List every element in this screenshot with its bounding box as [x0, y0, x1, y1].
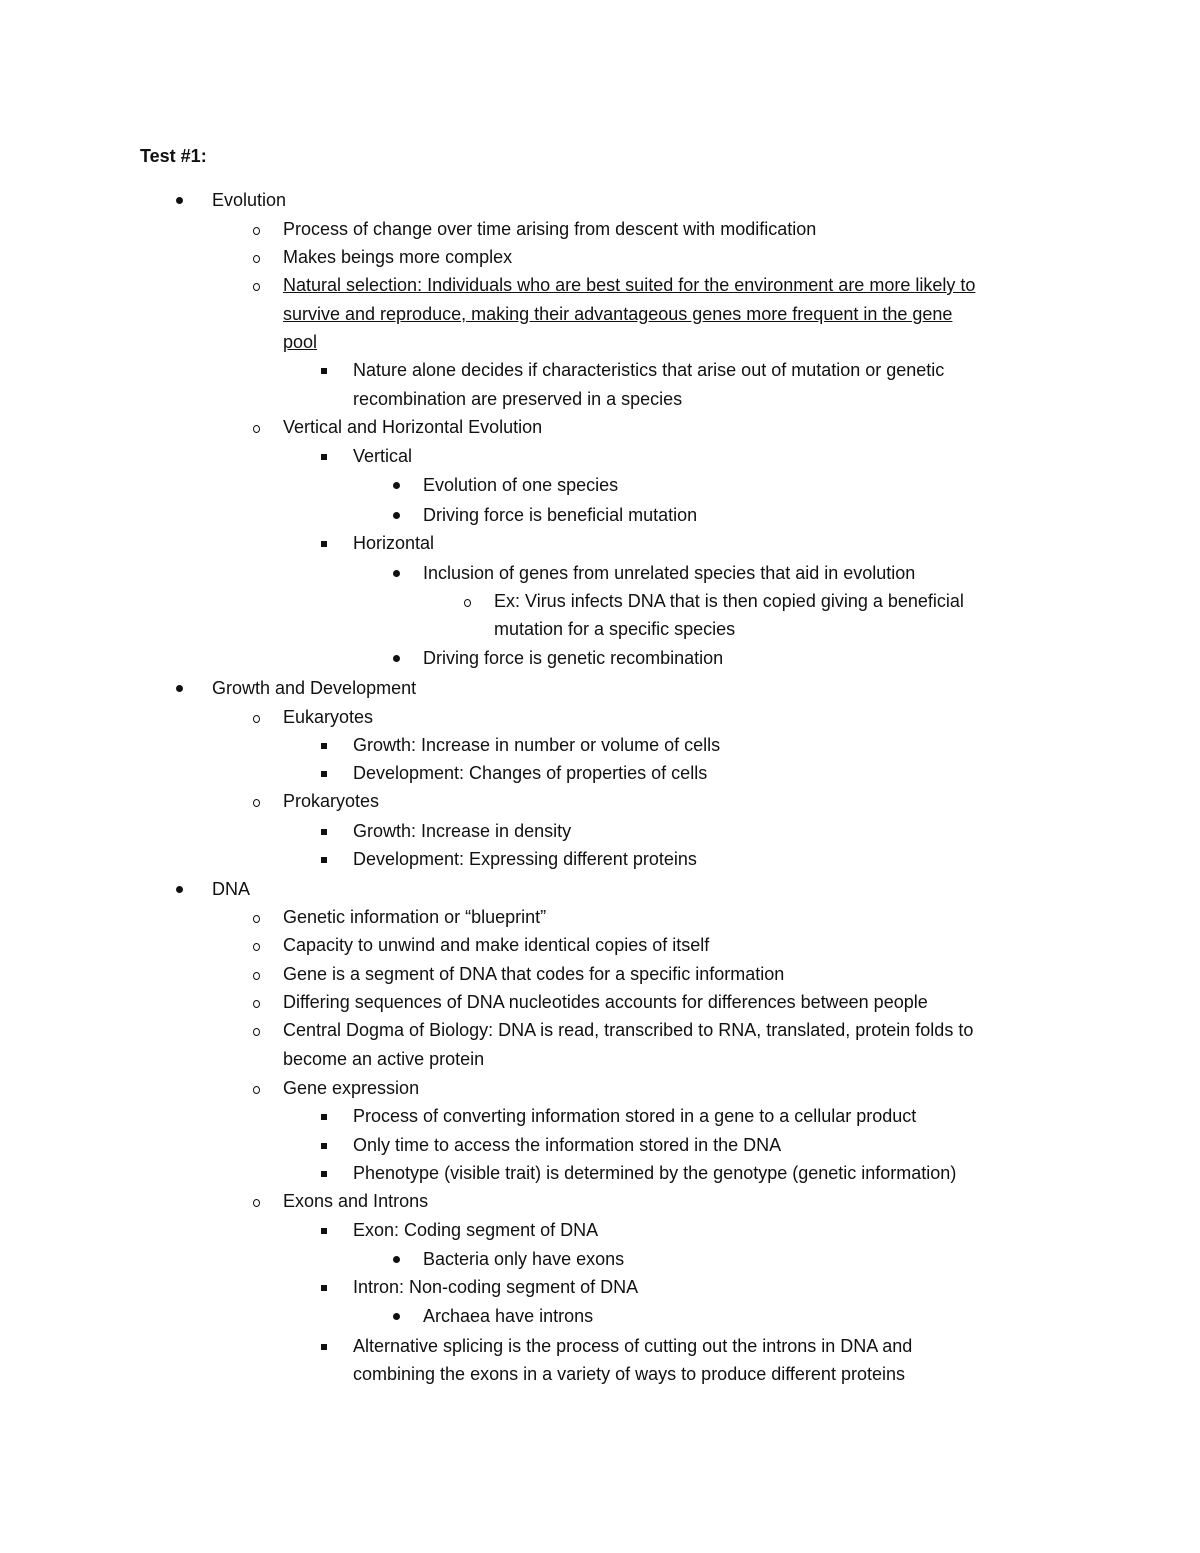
bullet-disc-icon [385, 559, 409, 587]
bullet-square-icon [313, 1131, 337, 1159]
bullet-square-icon [313, 442, 337, 470]
bullet-disc-icon [385, 1302, 409, 1330]
bullet-disc-icon [168, 186, 192, 214]
bullet-square-icon [313, 1273, 337, 1301]
bullet-circle-icon [245, 243, 269, 271]
outline-item: Eukaryotes [283, 707, 374, 727]
outline-item: survive and reproduce, making their advantageous genes more frequent in the gene [283, 304, 953, 324]
bullet-circle-icon [245, 903, 269, 931]
outline-item: Alternative splicing is the process of cutting out the introns in DNA and [353, 1336, 913, 1356]
bullet-disc-icon [385, 1245, 409, 1273]
bullet-circle-icon [245, 1187, 269, 1215]
outline-item: Development: Expressing different proteins [353, 849, 697, 869]
outline-item: Bacteria only have exons [423, 1249, 625, 1269]
outline-item: Evolution of one species [423, 475, 619, 495]
outline-item: Development: Changes of properties of cells [353, 763, 708, 783]
bullet-square-icon [313, 1216, 337, 1244]
bullet-circle-icon [245, 703, 269, 731]
bullet-disc-icon [385, 644, 409, 672]
outline-item: Inclusion of genes from unrelated species that aid in evolution [423, 563, 916, 583]
bullet-circle-icon [245, 931, 269, 959]
bullet-square-icon [313, 1332, 337, 1360]
bullet-square-icon [313, 759, 337, 787]
outline-item: Process of change over time arising from descent with modification [283, 219, 817, 239]
bullet-circle-icon [245, 215, 269, 243]
outline-item: Nature alone decides if characteristics that arise out of mutation or genetic [353, 360, 945, 380]
outline-item: Growth and Development [212, 678, 417, 698]
bullet-disc-icon [168, 674, 192, 702]
bullet-circle-icon [245, 1074, 269, 1102]
bullet-circle-icon [245, 413, 269, 441]
outline-item: Differing sequences of DNA nucleotides accounts for differences between people [283, 992, 928, 1012]
outline-item: Genetic information or “blueprint” [283, 907, 547, 927]
bullet-square-icon [313, 845, 337, 873]
outline-item: Archaea have introns [423, 1306, 594, 1326]
outline-item: Horizontal [353, 533, 435, 553]
bullet-circle-icon [456, 587, 480, 615]
outline-item: Only time to access the information stored in the DNA [353, 1135, 782, 1155]
outline-item: Ex: Virus infects DNA that is then copied giving a beneficial [494, 591, 964, 611]
outline-item: become an active protein [283, 1049, 485, 1069]
bullet-circle-icon [245, 960, 269, 988]
page-title: Test #1: [140, 146, 207, 166]
outline-item: Exon: Coding segment of DNA [353, 1220, 599, 1240]
outline-item: Vertical [353, 446, 413, 466]
outline-item: Driving force is genetic recombination [423, 648, 724, 668]
bullet-square-icon [313, 731, 337, 759]
outline-item: Central Dogma of Biology: DNA is read, transcribed to RNA, translated, protein folds to [283, 1020, 974, 1040]
outline-item: Natural selection: Individuals who are best suited for the environment are more likely to [283, 275, 976, 295]
bullet-square-icon [313, 356, 337, 384]
bullet-circle-icon [245, 988, 269, 1016]
outline-item: Growth: Increase in number or volume of cells [353, 735, 721, 755]
bullet-circle-icon [245, 271, 269, 299]
outline-item: recombination are preserved in a species [353, 389, 683, 409]
outline-item: mutation for a specific species [494, 619, 736, 639]
bullet-circle-icon [245, 787, 269, 815]
outline-item: Intron: Non-coding segment of DNA [353, 1277, 639, 1297]
outline-item: Evolution [212, 190, 287, 210]
outline-item: Gene expression [283, 1078, 420, 1098]
outline-item: Prokaryotes [283, 791, 380, 811]
bullet-square-icon [313, 529, 337, 557]
outline-item: DNA [212, 879, 251, 899]
outline-item: Growth: Increase in density [353, 821, 572, 841]
outline-item: Capacity to unwind and make identical copies of itself [283, 935, 710, 955]
outline-item: Makes beings more complex [283, 247, 513, 267]
outline-item: Phenotype (visible trait) is determined by the genotype (genetic information) [353, 1163, 957, 1183]
bullet-disc-icon [385, 471, 409, 499]
outline-item: Gene is a segment of DNA that codes for a specific information [283, 964, 785, 984]
outline-item: Process of converting information stored in a gene to a cellular product [353, 1106, 917, 1126]
bullet-circle-icon [245, 1016, 269, 1044]
outline-item: Vertical and Horizontal Evolution [283, 417, 543, 437]
bullet-disc-icon [385, 501, 409, 529]
bullet-square-icon [313, 1102, 337, 1130]
bullet-square-icon [313, 817, 337, 845]
outline-item: Driving force is beneficial mutation [423, 505, 698, 525]
bullet-square-icon [313, 1159, 337, 1187]
bullet-disc-icon [168, 875, 192, 903]
outline-item: Exons and Introns [283, 1191, 429, 1211]
outline-item: combining the exons in a variety of ways to produce different proteins [353, 1364, 905, 1384]
outline-item: pool [283, 332, 318, 352]
